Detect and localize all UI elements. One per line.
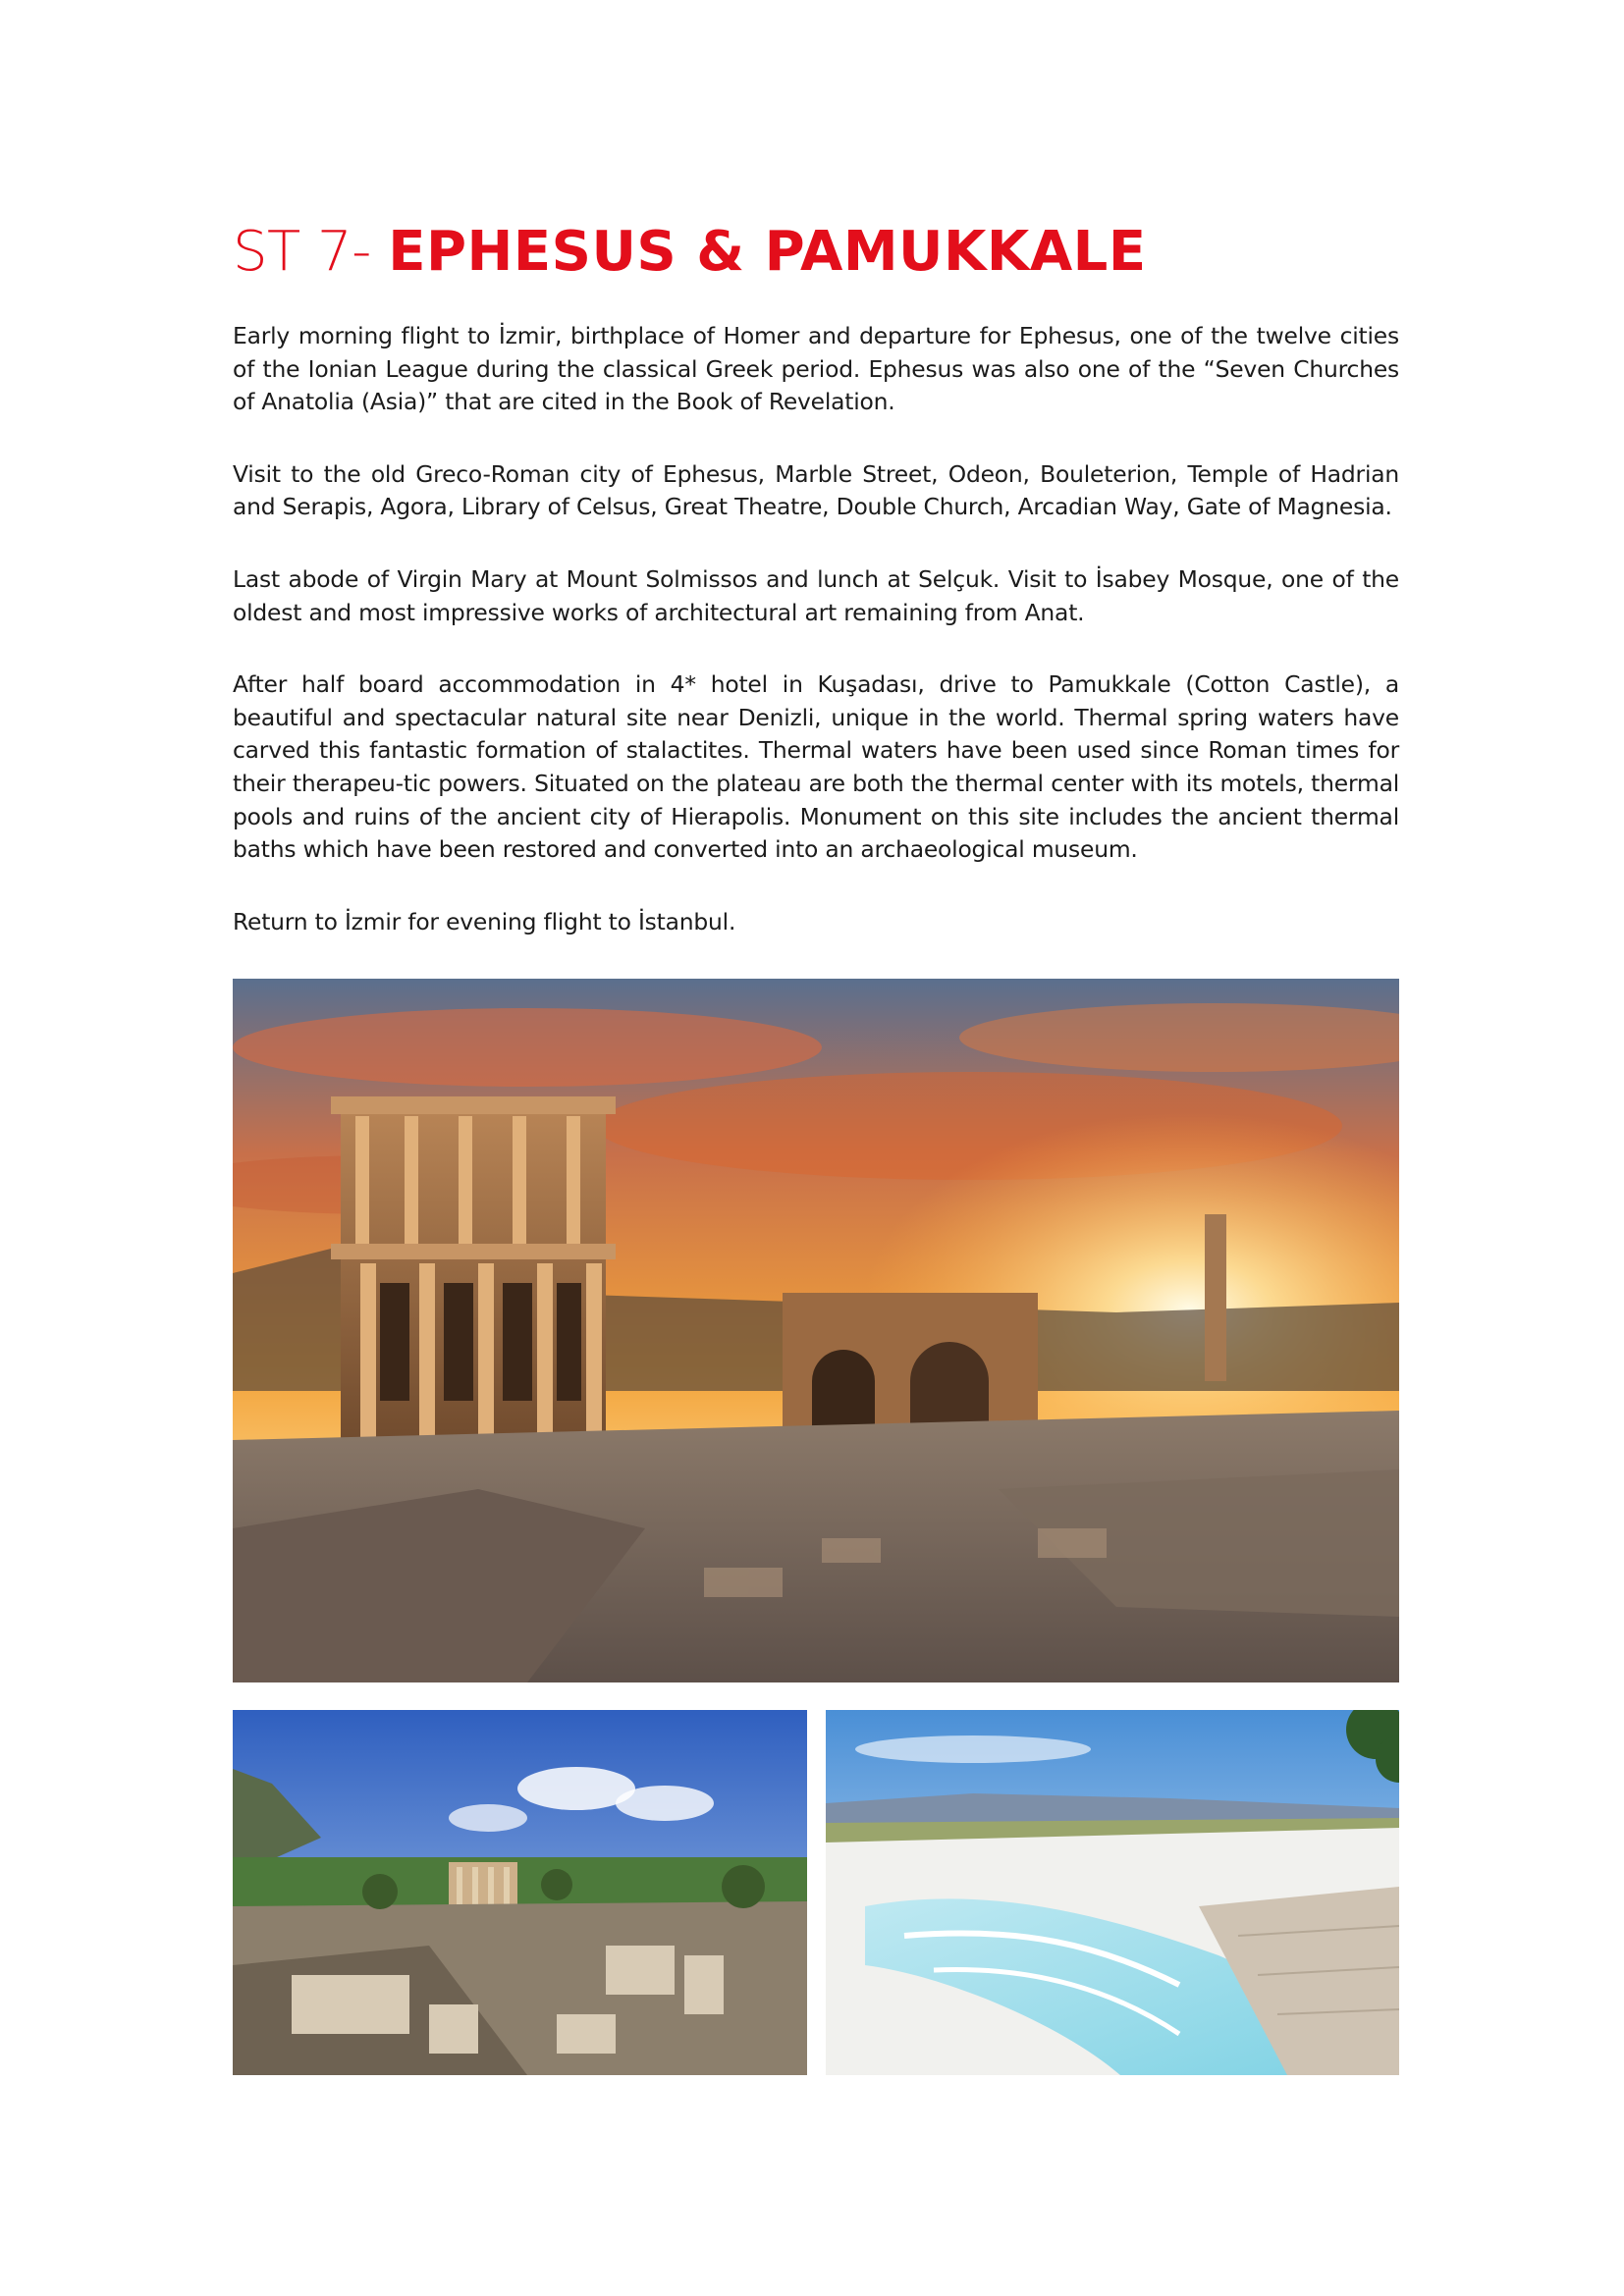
ephesus-ruins-photo: [233, 1710, 807, 2075]
title-main: EPHESUS & PAMUKKALE: [388, 220, 1147, 284]
paragraph-virgin-mary: Last abode of Virgin Mary at Mount Solmissos and lunch at Selçuk. Visit to İsabey Mosque, one of the oldest and most impressive works of architectural art remaining from Anat.: [233, 564, 1399, 626]
paragraph-ephesus-visit: Visit to the old Greco-Roman city of Ephesus, Marble Street, Odeon, Bouleterion, Temple of Hadrian and Serapis, Agora, Library of Celsus, Great Theatre, Double Church, Arcadian Way, Gate of Magnesia.: [233, 459, 1399, 521]
page-title: [233, 218, 1147, 287]
library-of-celsus-photo: [233, 979, 1399, 1682]
paragraph-pamukkale: After half board accommodation in 4* hotel in Kuşadası, drive to Pamukkale (Cotton Castle), a beautiful and spectacular natural site near Denizli, unique in the world. Thermal spring waters have carved this fantastic formation of stalactites. Thermal waters have been used since Roman times for their therapeu-tic powers. Situated on the plateau are both the thermal center with its motels, thermal pools and ruins of the ancient city of Hierapolis. Monument on this site includes the ancient thermal baths which have been restored and converted into an archaeological museum.: [233, 670, 1399, 864]
title-prefix: ST 7-: [233, 220, 389, 284]
pamukkale-travertines-photo: [826, 1710, 1399, 2075]
itinerary-text: [233, 320, 1399, 978]
paragraph-return: Return to İzmir for evening flight to İstanbul.: [233, 907, 736, 935]
paragraph-izmir: Early morning flight to İzmir, birthplace of Homer and departure for Ephesus, one of the twelve cities of the Ionian League during the classical Greek period. Ephesus was also one of the “Seven Churches of Anatolia (Asia)” that are cited in the Book of Revelation.: [233, 322, 1399, 416]
